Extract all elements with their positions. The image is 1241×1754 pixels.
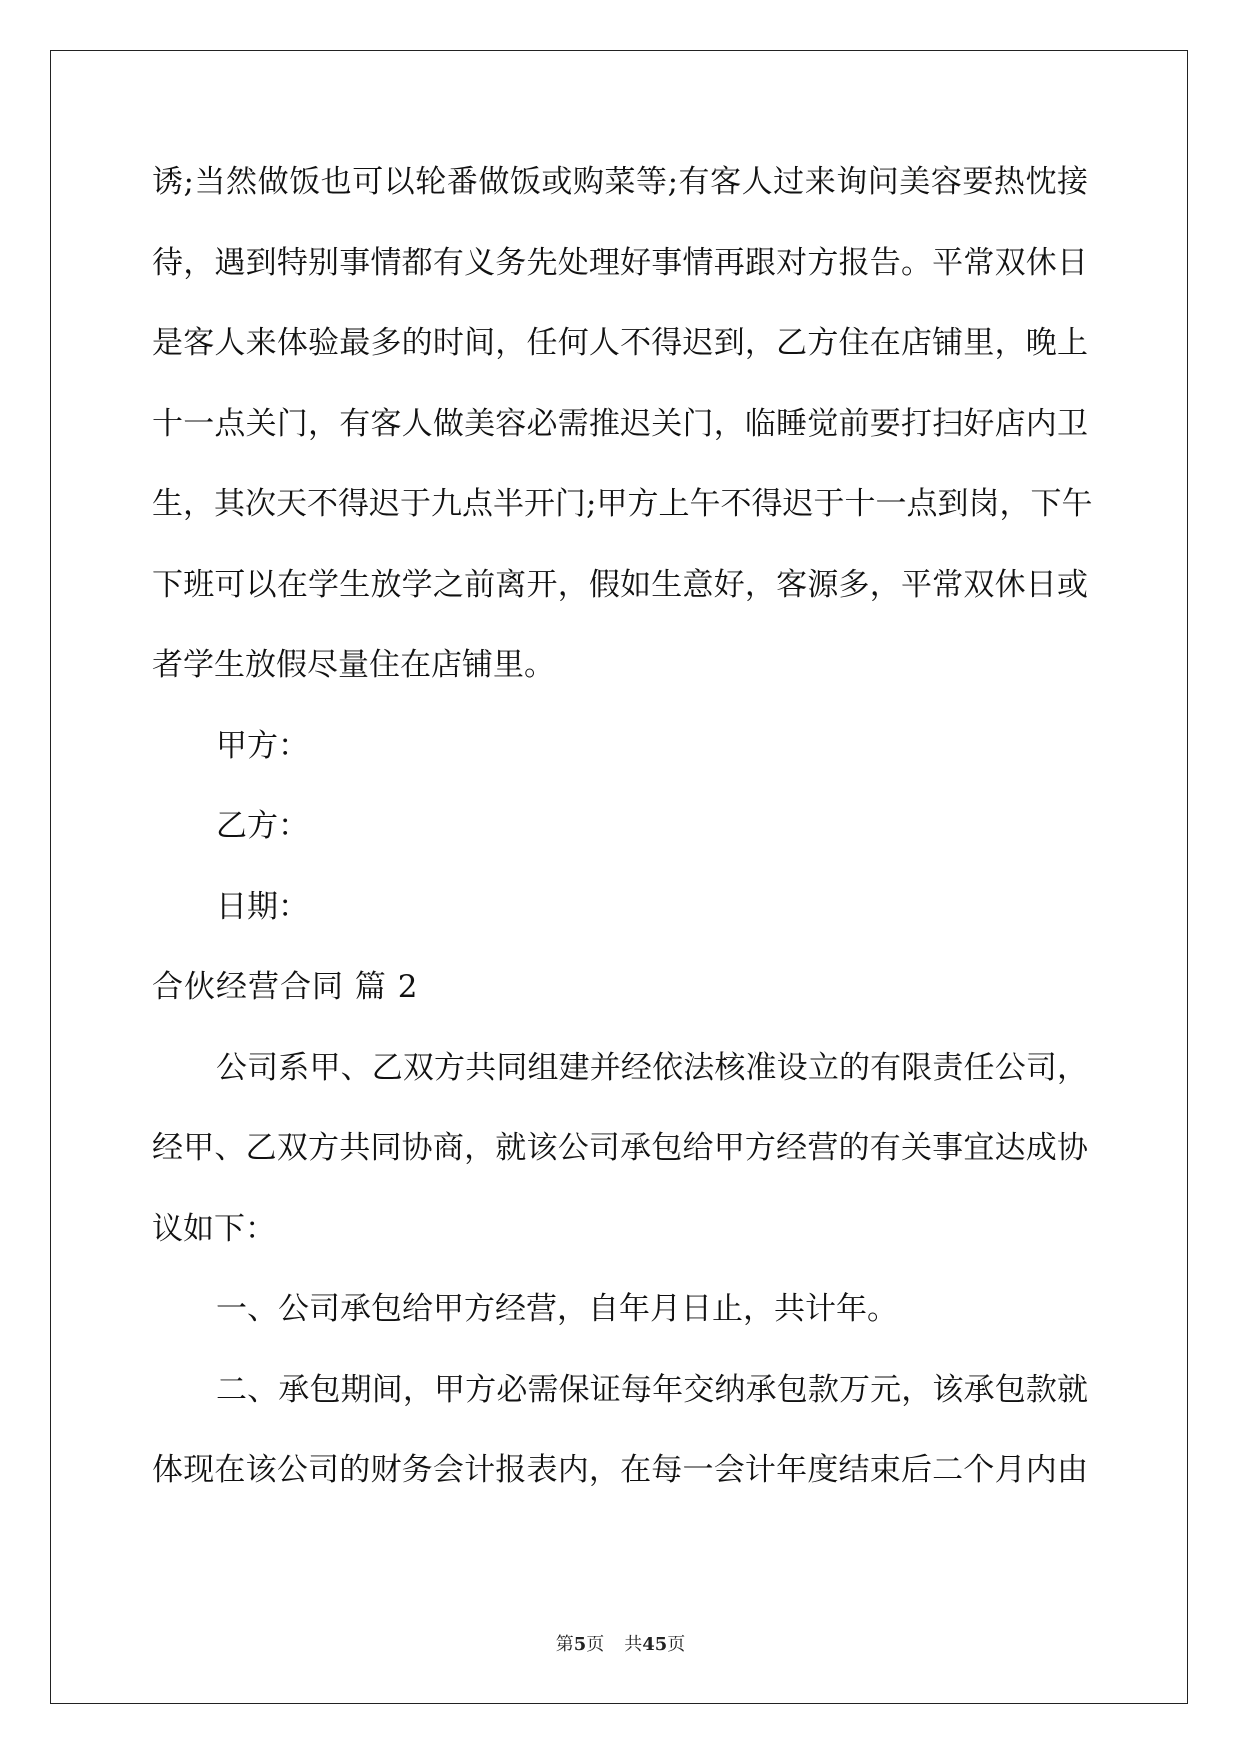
clause-item: 二、承包期间，甲方必需保证每年交纳承包款万元，该承包款就 bbox=[216, 1371, 1088, 1408]
clause-item: 一、公司承包给甲方经营，自年月日止，共计年。 bbox=[216, 1291, 898, 1327]
paragraph-line: 者学生放假尽量住在店铺里。 bbox=[152, 647, 555, 683]
current-page-number: 5 bbox=[573, 1634, 587, 1655]
page-footer bbox=[0, 1634, 1241, 1656]
party-a-signature-label: 甲方： bbox=[216, 727, 309, 764]
paragraph-line: 体现在该公司的财务会计报表内，在每一会计年度结束后二个月内由 bbox=[152, 1452, 1088, 1488]
paragraph-line: 生，其次天不得迟于九点半开门;甲方上午不得迟于十一点到岗，下午 bbox=[152, 486, 1093, 522]
paragraph-line: 经甲、乙双方共同协商，就该公司承包给甲方经营的有关事宜达成协 bbox=[152, 1130, 1088, 1166]
paragraph-line: 下班可以在学生放学之前离开，假如生意好，客源多，平常双休日或 bbox=[152, 566, 1088, 603]
date-label: 日期： bbox=[216, 888, 309, 925]
paragraph-line: 诱;当然做饭也可以轮番做饭或购菜等;有客人过来询问美容要热忱接 bbox=[152, 164, 1088, 200]
total-page-count: 45 bbox=[642, 1634, 668, 1655]
party-b-signature-label: 乙方： bbox=[216, 808, 309, 844]
document-body bbox=[152, 162, 1093, 1531]
section-heading: 合伙经营合同 篇 2 bbox=[152, 969, 419, 1005]
footer-total-unit: 页 bbox=[667, 1634, 686, 1655]
footer-prefix: 第 bbox=[555, 1634, 574, 1655]
footer-total-prefix: 共 bbox=[624, 1634, 643, 1655]
paragraph-line: 公司系甲、乙双方共同组建并经依法核准设立的有限责任公司， bbox=[216, 1049, 1088, 1086]
paragraph-line: 待，遇到特别事情都有义务先处理好事情再跟对方报告。平常双休日 bbox=[152, 244, 1088, 281]
paragraph-line: 是客人来体验最多的时间，任何人不得迟到，乙方住在店铺里，晚上 bbox=[152, 325, 1088, 361]
paragraph-line: 十一点关门，有客人做美容必需推迟关门，临睡觉前要打扫好店内卫 bbox=[152, 405, 1088, 442]
footer-page-unit: 页 bbox=[586, 1634, 605, 1655]
paragraph-line: 议如下： bbox=[152, 1210, 276, 1247]
